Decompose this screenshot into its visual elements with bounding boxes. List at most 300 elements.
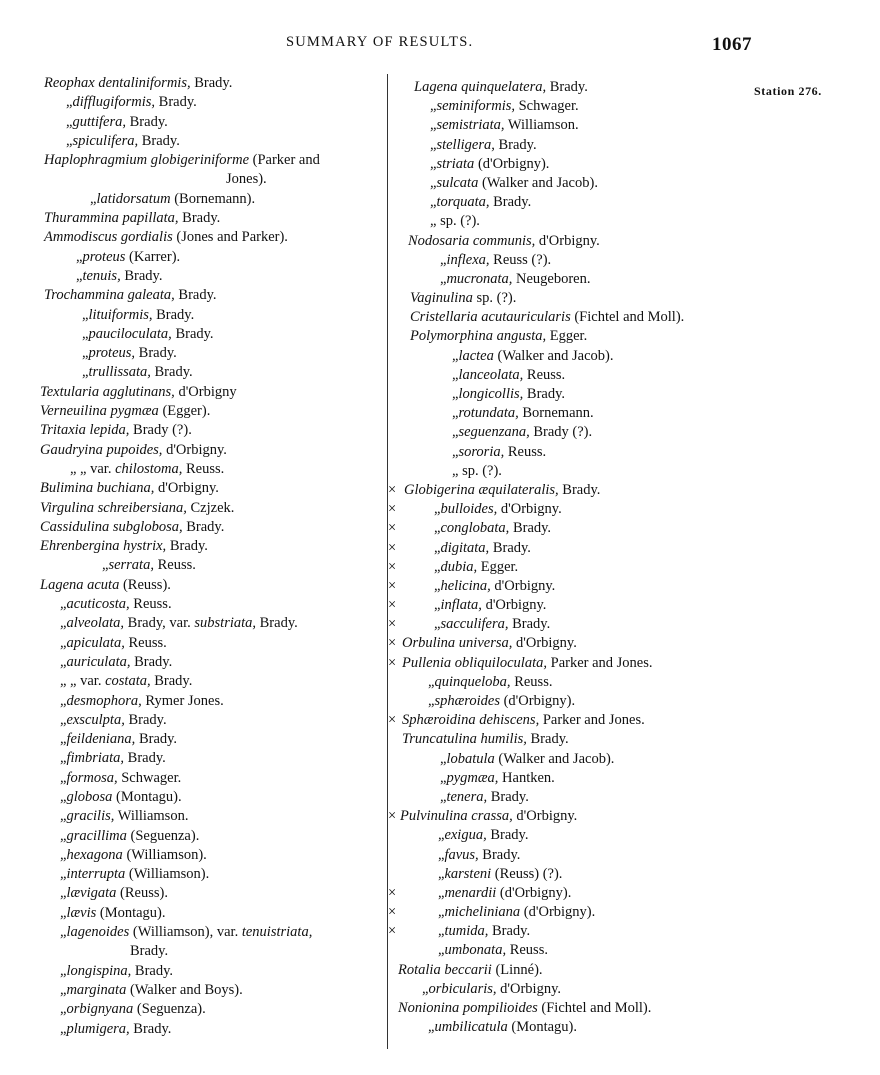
authority: (Walker and Boys).	[126, 981, 243, 998]
species-entry	[40, 595, 376, 614]
genus-name: Cristellaria acutauricularis	[410, 309, 571, 326]
species-entry	[40, 788, 376, 807]
species-entry	[388, 961, 718, 980]
species-name: gracilis,	[66, 808, 115, 825]
authority: d'Orbigny.	[162, 441, 227, 458]
ditto-mark: „	[76, 248, 83, 265]
authority: (Walker and Jacob).	[478, 174, 598, 191]
species-name: proteus,	[88, 345, 136, 362]
ditto-mark: „	[60, 904, 67, 921]
species-entry	[388, 136, 718, 155]
species-name: plumigera,	[66, 1020, 130, 1037]
ditto-mark: „	[452, 366, 459, 383]
authority: Brady.	[126, 113, 168, 130]
species-entry	[40, 441, 376, 460]
species-entry	[388, 884, 718, 903]
species-name: tumida,	[444, 923, 489, 940]
species-name: helicina,	[440, 577, 491, 594]
species-name: menardii	[444, 884, 497, 901]
species-name: lævigata	[66, 885, 117, 902]
species-entry	[40, 286, 376, 305]
authority: (Montagu).	[112, 788, 182, 805]
genus-name: Orbulina universa,	[402, 635, 513, 652]
species-name: longispina,	[66, 962, 132, 979]
genus-name: Truncatulina humilis,	[402, 731, 527, 748]
species-name: alveolata,	[66, 615, 125, 632]
authority: Brady.	[489, 539, 531, 556]
species-name: feildeniana,	[66, 731, 136, 748]
species-entry	[40, 711, 376, 730]
authority: Brady.	[130, 653, 173, 670]
species-entry	[40, 634, 376, 653]
species-entry	[40, 904, 376, 923]
ditto-mark: „	[430, 136, 437, 153]
authority: (d'Orbigny).	[496, 884, 572, 901]
genus-name: Pulvinulina crassa,	[400, 808, 513, 825]
species-entry	[40, 923, 376, 962]
cross-marker: ×	[388, 577, 397, 594]
species-entry	[388, 769, 718, 788]
authority: Reuss.	[506, 942, 548, 959]
ditto-mark: „	[438, 827, 445, 844]
authority: (Seguenza).	[126, 827, 200, 844]
variety-authority: Brady.	[150, 673, 193, 690]
species-entry	[40, 383, 376, 402]
species-entry	[40, 267, 376, 286]
authority: Brady.	[129, 1020, 172, 1037]
variety-authority: Brady.	[256, 615, 298, 632]
genus-name: Sphæroidina dehiscens,	[402, 712, 540, 729]
running-title: SUMMARY OF RESULTS.	[286, 34, 474, 50]
cross-marker: ×	[388, 712, 397, 729]
station-label: Station 276.	[754, 84, 822, 98]
entry-continuation: Brady.	[130, 943, 169, 960]
species-entry	[388, 347, 718, 366]
ditto-mark: „	[60, 596, 67, 613]
species-entry	[388, 308, 718, 327]
right-column	[388, 78, 718, 1037]
authority: Brady.	[526, 731, 569, 748]
genus-name: Nodosaria communis,	[408, 232, 536, 249]
ditto-mark: „	[66, 132, 73, 149]
authority: var.	[86, 460, 116, 477]
ditto-mark: „	[60, 692, 67, 709]
species-entry	[40, 865, 376, 884]
ditto-mark: „	[60, 653, 67, 670]
species-entry	[40, 807, 376, 826]
authority: Brady.	[135, 345, 177, 362]
species-entry	[388, 116, 718, 135]
ditto-mark: „	[438, 846, 445, 863]
entry-continuation: Jones).	[226, 171, 267, 188]
ditto-mark: „	[60, 981, 67, 998]
species-entry	[388, 97, 718, 116]
ditto-mark: „	[90, 190, 97, 207]
species-entry	[388, 519, 718, 538]
ditto-mark: „	[440, 750, 447, 767]
authority: Brady.	[131, 962, 174, 979]
species-entry	[388, 654, 718, 673]
authority: (Reuss) (?).	[491, 865, 563, 882]
ditto-mark: „	[438, 923, 445, 940]
species-name: formosa,	[66, 769, 118, 786]
authority: Reuss (?).	[489, 251, 552, 268]
variety-name: tenuistriata,	[241, 924, 313, 941]
species-entry	[388, 385, 718, 404]
species-entry	[388, 251, 718, 270]
species-name: interrupta	[66, 866, 126, 883]
species-name: tenuis,	[82, 267, 121, 284]
ditto-mark: „	[452, 347, 459, 364]
species-name: marginata	[66, 981, 127, 998]
ditto-mark: „	[82, 345, 89, 362]
ditto-mark: „	[438, 884, 445, 901]
authority: Brady.	[171, 325, 214, 342]
authority: Brady.	[124, 750, 166, 767]
authority: Brady.	[558, 481, 601, 498]
authority: Neugeboren.	[512, 270, 591, 287]
authority: Brady.	[120, 267, 163, 284]
genus-name: Vaginulina	[410, 290, 473, 307]
species-name: digitata,	[440, 539, 490, 556]
species-name: seguenzana,	[458, 424, 530, 441]
page-number: 1067	[712, 34, 752, 55]
ditto-mark: „	[60, 731, 67, 748]
ditto-mark: „	[60, 1001, 67, 1018]
species-entry	[40, 325, 376, 344]
species-entry	[40, 151, 376, 190]
cross-marker: ×	[388, 481, 397, 498]
species-entry	[388, 404, 718, 423]
authority: d'Orbigny.	[154, 480, 219, 497]
species-entry	[388, 980, 718, 999]
species-entry	[40, 576, 376, 595]
species-entry	[40, 672, 376, 691]
species-entry	[40, 190, 376, 209]
species-entry	[388, 174, 718, 193]
species-entry	[40, 402, 376, 421]
variety-authority: Reuss.	[182, 460, 225, 477]
species-name: exsculpta,	[66, 711, 125, 728]
species-entry	[388, 846, 718, 865]
species-name: trullissata,	[88, 364, 151, 381]
species-name: seminiformis,	[436, 98, 515, 115]
authority: Brady.	[174, 287, 217, 304]
species-entry	[40, 93, 376, 112]
authority: (Jones and Parker).	[172, 229, 288, 246]
genus-name: Ammodiscus gordialis	[44, 229, 173, 246]
ditto-mark: „	[76, 267, 83, 284]
page-header	[0, 34, 880, 58]
ditto-mark: „	[452, 424, 459, 441]
ditto-mark: „	[60, 1020, 67, 1037]
authority: (Fichtel and Moll).	[570, 309, 685, 326]
authority: Brady.	[182, 518, 225, 535]
species-entry	[388, 826, 718, 845]
genus-name: Polymorphina angusta,	[410, 328, 547, 345]
ditto-mark: „	[60, 750, 67, 767]
ditto-mark: „	[66, 94, 73, 111]
species-entry	[40, 769, 376, 788]
species-name: lævis	[66, 904, 97, 921]
species-entry	[388, 634, 718, 653]
species-name: umbilicatula	[434, 1019, 508, 1036]
genus-name: Thurammina papillata,	[44, 210, 179, 227]
authority: Reuss.	[129, 596, 172, 613]
species-entry	[388, 711, 718, 730]
genus-name: Tritaxia lepida,	[40, 422, 130, 439]
species-entry	[388, 539, 718, 558]
species-name: auriculata,	[66, 653, 131, 670]
ditto-mark: „	[422, 980, 429, 997]
authority: (Reuss).	[116, 885, 168, 902]
species-name: longicollis,	[458, 386, 524, 402]
species-name: stelligera,	[436, 136, 495, 153]
genus-name: Lagena acuta	[40, 576, 120, 593]
species-entry	[40, 749, 376, 768]
species-entry	[40, 884, 376, 903]
species-entry	[40, 344, 376, 363]
species-entry	[388, 500, 718, 519]
species-entry	[40, 556, 376, 575]
species-name: conglobata,	[440, 520, 510, 537]
authority: (Williamson).	[122, 846, 207, 863]
cross-marker: ×	[388, 501, 397, 518]
authority: Williamson.	[114, 808, 189, 825]
species-entry	[388, 366, 718, 385]
species-entry	[388, 289, 718, 308]
species-entry	[388, 865, 718, 884]
species-entry	[388, 78, 718, 97]
authority: Brady (?).	[129, 422, 192, 439]
authority: Brady.	[166, 538, 208, 555]
ditto-mark: „	[60, 711, 67, 728]
authority: Brady.	[478, 846, 521, 863]
ditto-mark: „ „	[70, 460, 87, 477]
species-name: exigua,	[444, 827, 487, 844]
ditto-mark: „	[102, 557, 109, 574]
species-name: sororia,	[458, 443, 505, 460]
species-entry	[388, 423, 718, 442]
ditto-mark: „	[430, 213, 437, 230]
authority: Egger.	[477, 558, 519, 575]
ditto-mark: „	[434, 539, 441, 556]
species-name: lanceolata,	[458, 366, 524, 383]
species-name: lituiformis,	[88, 306, 153, 323]
ditto-mark: „	[452, 405, 459, 422]
species-name: sacculifera,	[440, 616, 509, 633]
authority: Brady.	[546, 79, 588, 95]
species-name: acuticosta,	[66, 596, 130, 613]
species-name: difflugiformis,	[72, 94, 156, 111]
species-name: orbignyana	[66, 1001, 134, 1018]
ditto-mark: „	[438, 865, 445, 882]
authority: sp. (?).	[436, 213, 480, 230]
authority: Brady.	[486, 827, 529, 844]
cross-marker: ×	[388, 616, 397, 633]
species-entry	[388, 615, 718, 634]
genus-name: Globigerina æquilateralis,	[404, 481, 559, 498]
authority: var.	[76, 673, 106, 690]
species-entry	[388, 462, 718, 481]
genus-name: Ehrenbergina hystrix,	[40, 538, 167, 555]
species-entry	[388, 577, 718, 596]
ditto-mark: „	[430, 194, 437, 211]
species-entry	[388, 750, 718, 769]
authority: (d'Orbigny).	[474, 155, 550, 172]
species-entry	[40, 537, 376, 556]
authority: Rymer Jones.	[141, 692, 224, 709]
authority: (Karrer).	[125, 248, 181, 265]
authority: Brady, var.	[124, 615, 195, 632]
species-entry	[388, 596, 718, 615]
ditto-mark: „	[452, 386, 459, 402]
genus-name: Virgulina schreibersiana,	[40, 499, 187, 516]
species-entry	[40, 113, 376, 132]
ditto-mark: „	[82, 306, 89, 323]
authority: Reuss.	[523, 366, 566, 383]
species-name: tenera,	[446, 788, 488, 805]
species-entry	[40, 827, 376, 846]
ditto-mark: „	[60, 924, 67, 941]
authority: d'Orbigny	[174, 383, 237, 400]
ditto-mark: „	[434, 577, 441, 594]
species-name: globosa	[66, 788, 113, 805]
ditto-mark: „	[60, 615, 67, 632]
species-entry	[40, 1020, 376, 1039]
ditto-mark: „	[440, 251, 447, 268]
species-name: rotundata,	[458, 405, 519, 422]
ditto-mark: „	[60, 769, 67, 786]
species-entry	[388, 673, 718, 692]
authority: Brady (?).	[529, 424, 593, 441]
ditto-mark: „	[434, 520, 441, 537]
genus-name: Gaudryina pupoides,	[40, 441, 163, 458]
ditto-mark: „	[60, 885, 67, 902]
species-entry	[40, 1000, 376, 1019]
species-name: guttifera,	[72, 113, 127, 130]
authority: Bornemann.	[518, 405, 594, 422]
ditto-mark: „	[60, 634, 67, 651]
genus-name: Pullenia obliquiloculata,	[402, 654, 547, 671]
authority: Egger.	[546, 328, 588, 345]
ditto-mark: „	[82, 325, 89, 342]
species-entry	[388, 270, 718, 289]
cross-marker: ×	[388, 635, 397, 652]
species-name: umbonata,	[444, 942, 507, 959]
genus-name: Rotalia beccarii	[398, 961, 492, 978]
species-entry	[40, 518, 376, 537]
authority: d'Orbigny.	[535, 232, 600, 249]
authority: (Walker and Jacob).	[493, 347, 614, 364]
ditto-mark: „	[434, 597, 441, 614]
variety-name: chilostoma,	[115, 460, 183, 477]
species-entry	[40, 209, 376, 228]
species-entry	[388, 1018, 718, 1037]
authority: (d'Orbigny).	[499, 693, 576, 709]
species-entry	[40, 653, 376, 672]
cross-marker: ×	[388, 597, 397, 614]
species-entry	[40, 460, 376, 479]
authority: Brady.	[178, 210, 221, 227]
species-name: sphæroides	[434, 693, 500, 709]
authority: sp. (?).	[472, 290, 517, 307]
authority: Reuss.	[153, 557, 196, 574]
species-entry	[388, 193, 718, 212]
ditto-mark: „	[452, 443, 459, 460]
species-name: inflata,	[440, 597, 482, 614]
species-entry	[40, 499, 376, 518]
species-name: gracillima	[66, 827, 127, 844]
genus-name: Bulimina buchiana,	[40, 480, 155, 497]
authority: Brady.	[135, 731, 178, 748]
species-name: lobatula	[446, 750, 495, 767]
species-name: lactea	[458, 347, 494, 364]
species-entry	[40, 981, 376, 1000]
ditto-mark: „	[60, 866, 67, 883]
cross-marker: ×	[388, 654, 397, 671]
species-entry	[388, 443, 718, 462]
ditto-mark: „	[438, 904, 445, 921]
authority: Czjzek.	[186, 499, 235, 516]
species-name: pauciloculata,	[88, 325, 172, 342]
authority: Brady.	[509, 520, 552, 537]
authority: Hantken.	[498, 769, 555, 786]
genus-name: Lagena quinquelatera,	[414, 79, 547, 95]
authority: (Williamson).	[125, 866, 210, 883]
variety-name: substriata,	[194, 615, 257, 632]
cross-marker: ×	[388, 904, 397, 921]
genus-name: Nonionina pompilioides	[398, 1000, 538, 1016]
authority: Brady.	[190, 75, 233, 91]
ditto-mark: „ „	[60, 673, 77, 690]
species-name: micheliniana	[444, 904, 521, 921]
cross-marker: ×	[388, 923, 397, 940]
cross-marker: ×	[388, 539, 397, 556]
variety-name: costata,	[105, 673, 151, 690]
cross-marker: ×	[388, 558, 397, 575]
species-entry	[40, 730, 376, 749]
species-entry	[40, 692, 376, 711]
authority: Schwager.	[514, 98, 579, 115]
species-name: fimbriata,	[66, 750, 125, 767]
species-entry	[40, 228, 376, 247]
authority: Brady.	[124, 711, 167, 728]
genus-name: Cassidulina subglobosa,	[40, 518, 183, 535]
authority: Reuss.	[124, 634, 167, 651]
authority: Brady.	[523, 386, 566, 402]
species-entry	[388, 232, 718, 251]
species-entry	[388, 327, 718, 346]
ditto-mark: „	[428, 673, 435, 690]
ditto-mark: „	[60, 846, 67, 863]
species-name: orbicularis,	[428, 980, 497, 997]
ditto-mark: „	[428, 693, 435, 709]
species-name: mucronata,	[446, 270, 513, 287]
ditto-mark: „	[434, 616, 441, 633]
species-name: quinqueloba,	[434, 673, 511, 690]
ditto-mark: „	[440, 270, 447, 287]
species-entry	[388, 807, 718, 826]
left-column	[40, 74, 376, 1039]
authority: (Fichtel and Moll).	[537, 1000, 652, 1016]
species-name: desmophora,	[66, 692, 142, 709]
species-entry	[388, 481, 718, 500]
cross-marker: ×	[388, 808, 397, 825]
ditto-mark: „	[440, 769, 447, 786]
species-entry	[40, 614, 376, 633]
ditto-mark: „	[66, 113, 73, 130]
